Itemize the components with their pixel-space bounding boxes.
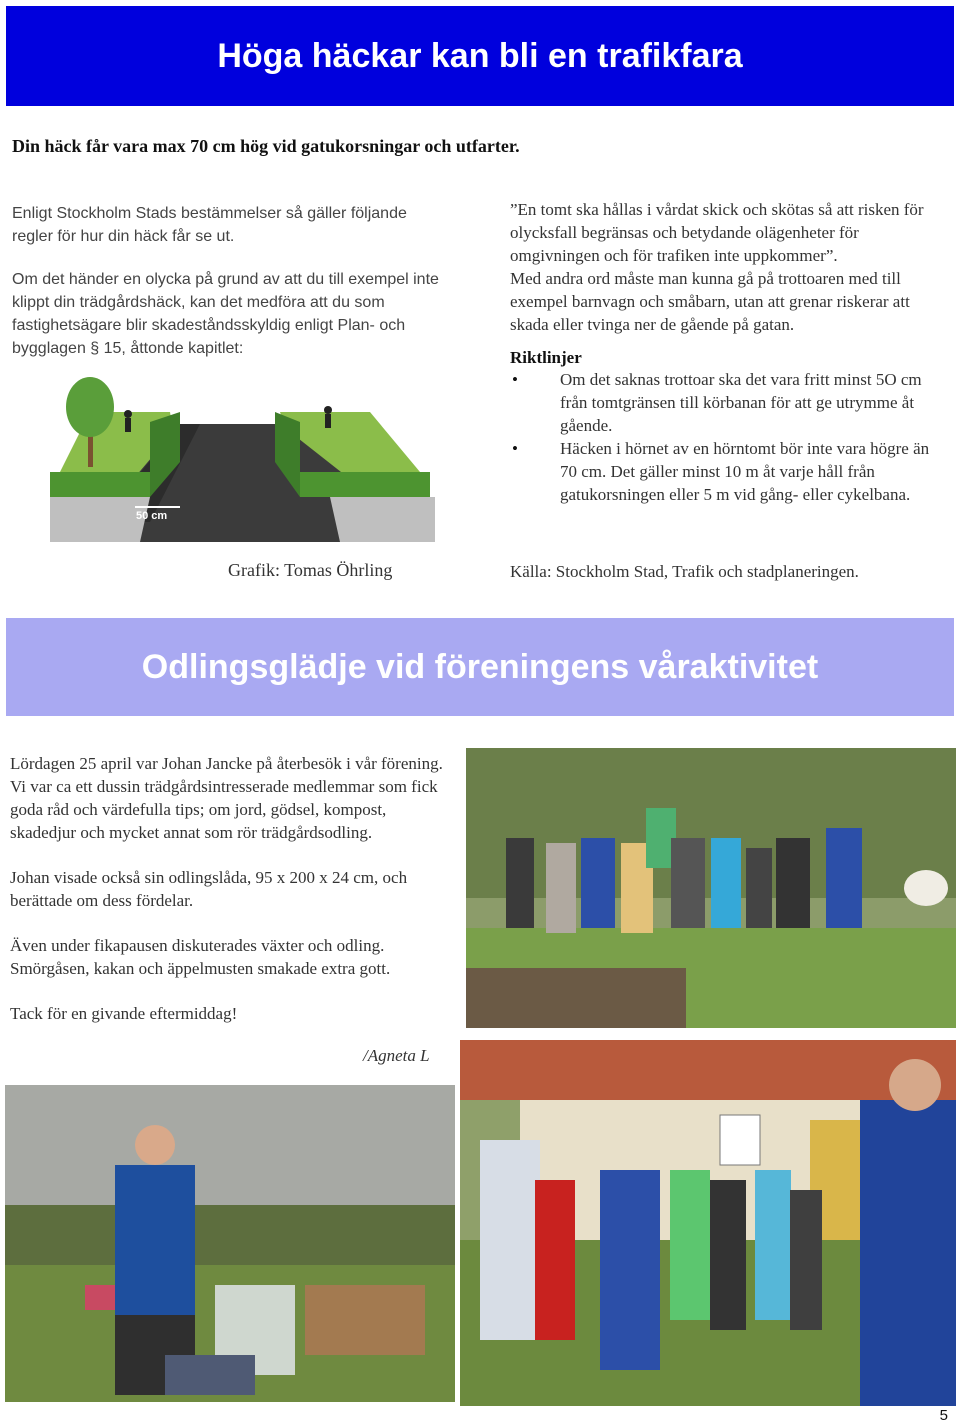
- group-photo-image: [466, 748, 956, 1028]
- guidelines-title: Riktlinjer: [510, 348, 582, 367]
- page-number: 5: [939, 1407, 948, 1424]
- graphic-caption: Grafik: Tomas Öhrling: [228, 560, 393, 580]
- presenter-photo-image: [5, 1085, 455, 1402]
- garden-paragraph-2: Johan visade också sin odlingslåda, 95 x 200 x 24 cm, och berättade om dess fördelar.: [10, 868, 408, 910]
- hedge-intro: Enligt Stockholm Stads bestämmelser så gäller följande regler för hur din häck får se ut.: [12, 205, 407, 245]
- hedge-liability: Om det händer en olycka på grund av att du till exempel inte klippt din trädgårdshäck, kan det medföra att du som fastighetsägare blir skadeståndsskyldig enligt Plan- och bygglagen § 15, åttonde kapitlet:: [12, 271, 439, 357]
- title-banner-garden: [6, 618, 954, 716]
- garden-paragraph-4: Tack för en givande eftermiddag!: [10, 1004, 238, 1023]
- garden-paragraph-3: Även under fikapausen diskuterades växter och odling. Smörgåsen, kakan och äppelmusten smakade extra gott.: [10, 936, 391, 978]
- garden-text: [10, 752, 450, 1025]
- guideline-item: • Häcken i hörnet av en hörntomt bör inte vara högre än 70 cm. Det gäller minst 10 m åt varje håll från gatukorsningen eller 5 m vid gång- eller cykelbana.: [560, 437, 950, 506]
- hedge-right-text: [510, 198, 950, 506]
- garden-paragraph-1: Lördagen 25 april var Johan Jancke på återbesök i vår förening. Vi var ca ett dussin trädgårdsintresserade medlemmar som fick goda råd och värdefulla tips; om jord, gödsel, kompost, skadedjur och mycket annat som rör trädgårdsodling.: [10, 754, 443, 842]
- title-banner-hedges: [6, 6, 954, 106]
- hedge-graphic: [40, 372, 440, 552]
- guideline-item: • Om det saknas trottoar ska det vara fritt minst 5O cm från tomtgränsen till körbanan för att ge utrymme åt gående.: [560, 368, 950, 437]
- source-credit: Källa: Stockholm Stad, Trafik och stadplaneringen.: [510, 562, 859, 581]
- audience-photo-image: [460, 1040, 956, 1406]
- law-explanation: Med andra ord måste man kunna gå på trottoaren med till exempel barnvagn och småbarn, utan att grenar riskerar att skada eller tvinga ner de gående på gatan.: [510, 269, 910, 334]
- page-title-garden: Odlingsglädje vid föreningens våraktivitet: [141, 647, 819, 686]
- audience-photo: [460, 1040, 956, 1406]
- hedge-left-text: [12, 202, 452, 360]
- hedge-subheading: Din häck får vara max 70 cm hög vid gatukorsningar och utfarter.: [12, 136, 520, 156]
- law-quote: ”En tomt ska hållas i vårdat skick och skötas så att risken för olycksfall begränsas och betydande olägenheter för omgivningen och för trafiken inte uppkommer”.: [510, 200, 924, 265]
- presenter-photo: [5, 1085, 455, 1402]
- guidelines-list: [510, 368, 950, 506]
- hedge-illustration: [40, 372, 440, 552]
- author-signature: /Agneta L: [363, 1046, 430, 1065]
- group-photo: [466, 748, 956, 1028]
- hedge-graphic-label: 50 cm: [136, 510, 168, 522]
- page-title-hedges: Höga häckar kan bli en trafikfara: [217, 36, 743, 75]
